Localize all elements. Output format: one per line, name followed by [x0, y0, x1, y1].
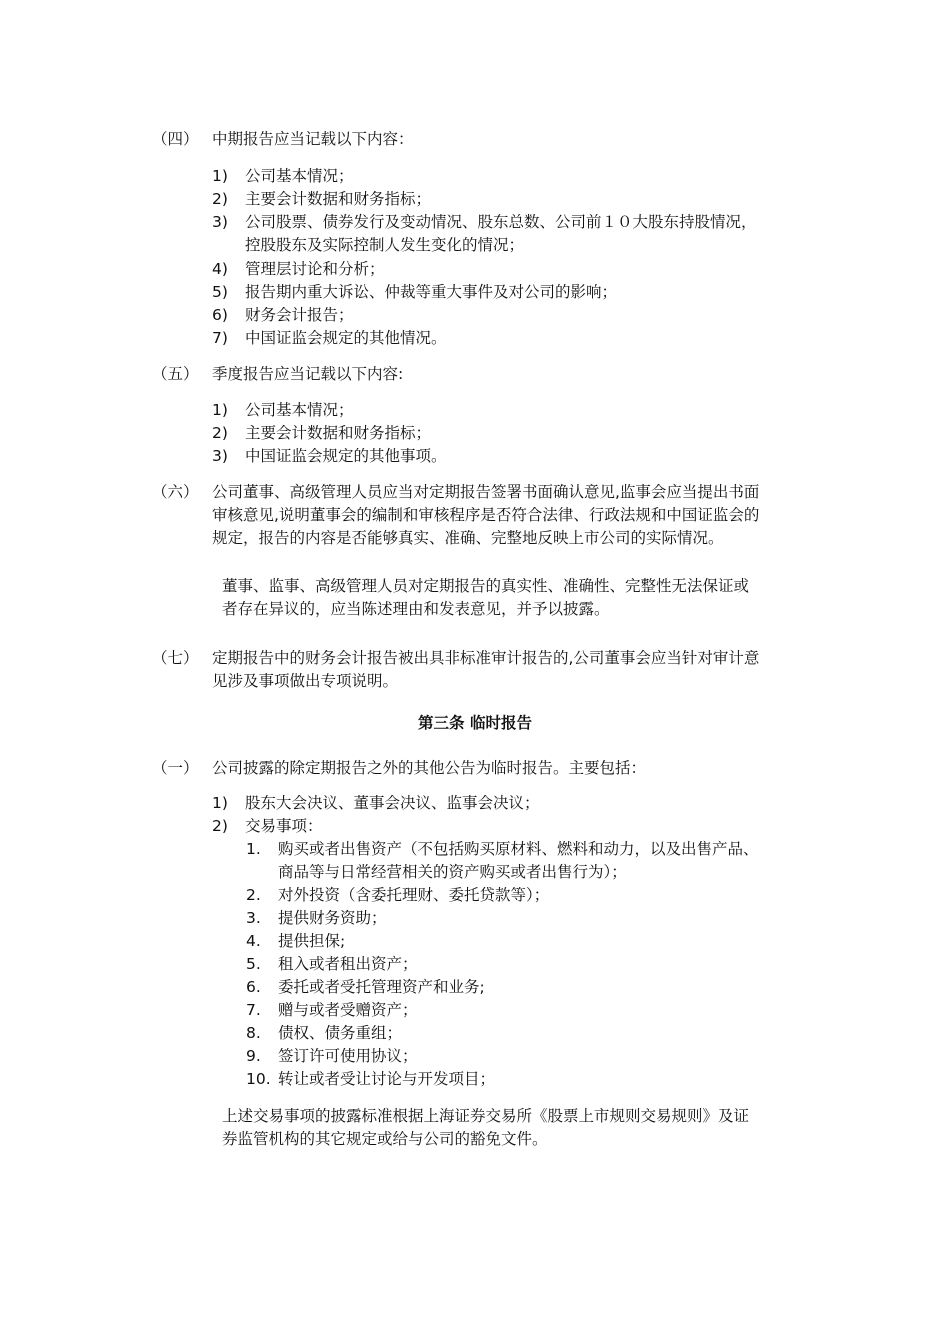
- sublist-item: 债权、债务重组；: [278, 1024, 403, 1042]
- sublist-number: 3.: [246, 909, 261, 927]
- list-item: 公司股票、债券发行及变动情况、股东总数、公司前１０大股东持股情况，: [245, 213, 757, 231]
- sublist-number: 5.: [246, 955, 261, 973]
- list-number: 1): [212, 794, 228, 812]
- list-number: 2): [212, 817, 228, 835]
- section-marker-7: （七）: [152, 649, 199, 667]
- list-item: 主要会计数据和财务指标；: [245, 424, 432, 442]
- section-marker-1: （一）: [152, 759, 199, 777]
- sublist-item: 购买或者出售资产（不包括购买原材料、燃料和动力，以及出售产品、: [278, 840, 759, 858]
- sublist-number: 9.: [246, 1047, 261, 1065]
- list-number: 3): [212, 447, 228, 465]
- sublist-number: 8.: [246, 1024, 261, 1042]
- list-item: 股东大会决议、董事会决议、监事会决议；: [245, 794, 540, 812]
- sublist-number: 1.: [246, 840, 261, 858]
- list-number: 5): [212, 283, 228, 301]
- paragraph-line: 公司董事、高级管理人员应当对定期报告签署书面确认意见,监事会应当提出书面: [212, 483, 760, 501]
- paragraph-line: 董事、监事、高级管理人员对定期报告的真实性、准确性、完整性无法保证或: [222, 577, 750, 595]
- list-item: 报告期内重大诉讼、仲裁等重大事件及对公司的影响；: [245, 283, 618, 301]
- list-item: 中国证监会规定的其他情况。: [245, 329, 447, 347]
- sublist-number: 2.: [246, 886, 261, 904]
- section-heading-4: 中期报告应当记载以下内容：: [212, 130, 414, 148]
- list-item: 公司基本情况；: [245, 401, 354, 419]
- list-number: 1): [212, 167, 228, 185]
- section-marker-4: （四）: [152, 130, 199, 148]
- paragraph-line: 者存在异议的，应当陈述理由和发表意见，并予以披露。: [222, 600, 610, 618]
- paragraph-line: 审核意见,说明董事会的编制和审核程序是否符合法律、行政法规和中国证监会的: [212, 506, 760, 524]
- paragraph-line: 定期报告中的财务会计报告被出具非标准审计报告的,公司董事会应当针对审计意: [212, 649, 760, 667]
- sublist-number: 7.: [246, 1001, 261, 1019]
- paragraph-line: 券监管机构的其它规定或给与公司的豁免文件。: [222, 1130, 548, 1148]
- article-title: 第三条 临时报告: [418, 714, 532, 732]
- sublist-item: 提供担保;: [278, 932, 346, 950]
- section-marker-6: （六）: [152, 483, 199, 501]
- list-item: 中国证监会规定的其他事项。: [245, 447, 447, 465]
- paragraph-line: 上述交易事项的披露标准根据上海证券交易所《股票上市规则交易规则》及证: [222, 1107, 750, 1125]
- paragraph-line: 见涉及事项做出专项说明。: [212, 672, 399, 690]
- list-item: 公司基本情况；: [245, 167, 354, 185]
- sublist-item: 签订许可使用协议；: [278, 1047, 418, 1065]
- sublist-item: 提供财务资助；: [278, 909, 387, 927]
- list-number: 4): [212, 260, 228, 278]
- sublist-item: 对外投资（含委托理财、委托贷款等）；: [278, 886, 550, 904]
- list-item: 管理层讨论和分析；: [245, 260, 385, 278]
- section-heading-5: 季度报告应当记载以下内容:: [212, 365, 404, 383]
- paragraph-line: 规定，报告的内容是否能够真实、准确、完整地反映上市公司的实际情况。: [212, 529, 724, 547]
- sublist-item-continuation: 商品等与日常经营相关的资产购买或者出售行为）；: [278, 863, 627, 881]
- list-item: 交易事项：: [245, 817, 323, 835]
- list-number: 3): [212, 213, 228, 231]
- sublist-item: 委托或者受托管理资产和业务;: [278, 978, 485, 996]
- list-number: 6): [212, 306, 228, 324]
- list-number: 2): [212, 190, 228, 208]
- sublist-number: 10.: [246, 1070, 271, 1088]
- sublist-item: 赠与或者受赠资产；: [278, 1001, 418, 1019]
- list-number: 2): [212, 424, 228, 442]
- list-item: 财务会计报告；: [245, 306, 354, 324]
- list-number: 7): [212, 329, 228, 347]
- sublist-number: 4.: [246, 932, 261, 950]
- sublist-item: 转让或者受让讨论与开发项目；: [278, 1070, 496, 1088]
- sublist-item: 租入或者租出资产；: [278, 955, 418, 973]
- list-number: 1): [212, 401, 228, 419]
- sublist-number: 6.: [246, 978, 261, 996]
- section-marker-5: （五）: [152, 365, 199, 383]
- list-item-continuation: 控股股东及实际控制人发生变化的情况；: [245, 236, 525, 254]
- list-item: 主要会计数据和财务指标；: [245, 190, 432, 208]
- section-heading-1: 公司披露的除定期报告之外的其他公告为临时报告。主要包括：: [212, 759, 647, 777]
